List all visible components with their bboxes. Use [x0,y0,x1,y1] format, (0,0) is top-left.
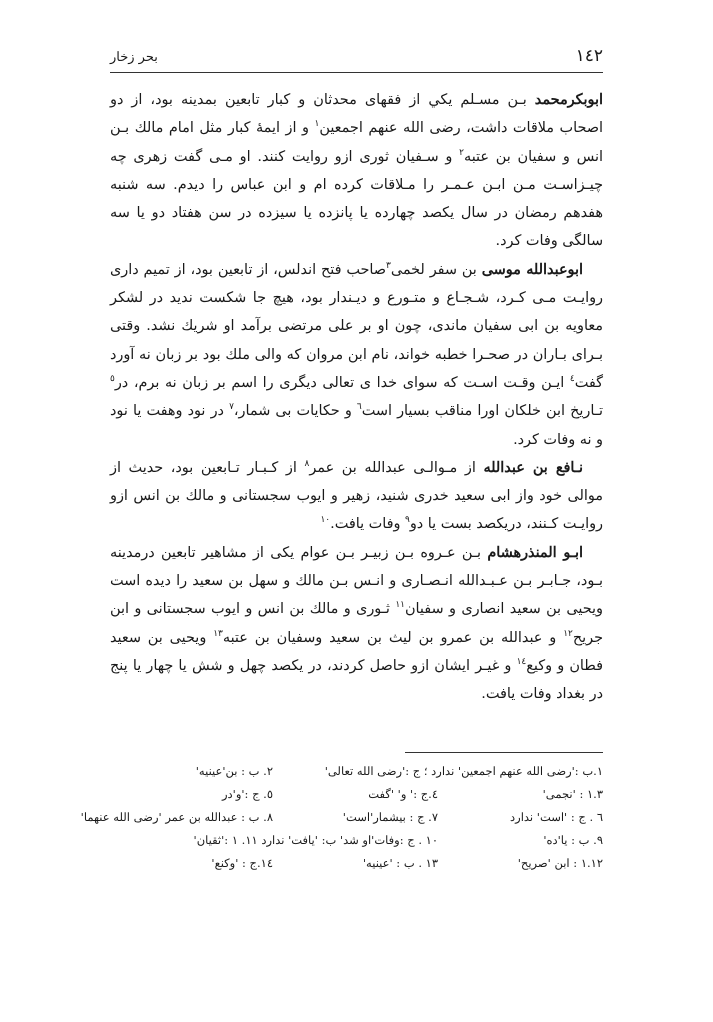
footnote-row [110,783,603,806]
footnote: ٢. ب : بن'عينيه' [195,764,273,778]
paragraph-text: بـن عـروه بـن زبيـر بـن عوام يكی از مشاهير تابعين درمدينه بـود، جـابـر بـن عـبـدالله انـصـاری و انـس بـن مالك و سهل بن سعيد را ديده است ويحيی بن سعيد انصاری و سفيان [110,544,603,618]
footnote-marker: ٩ [405,515,410,526]
paragraph-text: ثـوری و مالك بن انس و ايوب سجستانی و ابن جريح [110,601,603,646]
footnote-marker: ٥ [110,374,115,385]
entry-name: نـافع بن عبدالله [483,458,583,476]
footnote: ٤.ج :' و' 'گفت [368,787,438,801]
footnote: ١.ب :'رضی الله عنهم اجمعين' ندارد ؛ ج :'رضی الله تعالی' [324,764,603,778]
running-title: بحر زخار [110,50,158,65]
paragraph-text: صاحب فتح اندلس، از تابعين بود، از تميم داری روايـت مـی كـرد، شـجـاع و متـورع و ديـندار بود، هيچ جا شكست نديد در لشكر معاويه بن ابی سفيان ماندی، چون او بر علی مرتضی برآمد او شريك نشد. وقتی بـرای بـاران در صحـرا خطبه خواند، نام ابن مروان كه والی ملك بود بر زبان نه آورد گفت [110,261,603,391]
page-header [110,46,603,73]
paragraph-text: از مـوالـی عبدالله بن عمر [309,459,484,476]
footnote [273,760,438,783]
paragraph [110,256,603,454]
footnote: ٩. ب : يا'ده' [543,833,603,847]
footnote-marker: ٣ [385,260,391,271]
footnote-separator [405,752,603,753]
paragraph [110,539,603,709]
footnote: ٧. ج : بيشمار'است' [342,810,438,824]
footnote: ١.٣ : 'نجمی' [542,787,603,801]
paragraph-text: ويحيی بن سعيد فطان و وكيع [110,629,603,674]
paragraph-text: بـن مسـلم يكي از فقهای محدثان و كبار تابعين بمدينه بود، از دو اصحاب ملاقات داشت، رضی الله عنهم اجمعين [110,92,603,137]
paragraph-text: و سـفيان ثوری ازو روايت كنند. او مـی گفت زهری چه چيـزاسـت مـن ابـن عـمـر را مـلاقات كرده ام و ابن عباس را ديدم. سه شنبه هفدهم رمضان در سال يكصد چهارده يا پانزده يا سيزده در سن هفتاد دو يا سه سالگی وفات كرد. [110,148,603,250]
footnote-marker: ١٣ [213,628,223,639]
footnote-row [110,760,603,783]
footnote-marker: ٦ [356,402,362,413]
entry-name: ابوعبدالله موسی [481,260,583,278]
footnote-marker: ٤ [569,374,575,385]
footnote: ١٠ . ج :وفات'او شد' ب: 'يافت' ندارد ١١. ١ :'ثقيان' [193,833,438,847]
footnote-marker: ٧ [229,402,234,413]
footnote-row [110,852,603,875]
footnote-marker: ١١ [395,600,405,611]
paragraph [110,454,603,539]
paragraph-text: تـاريخ ابن خلكان اورا مناقب بسيار است [361,403,603,420]
footnote-marker: ١ [314,119,320,130]
footnote-marker: ٨ [304,459,310,470]
footnote: ١٣ . ب : 'عينيه' [362,856,438,870]
entry-name: ابوبکرمحمد [534,91,603,108]
body-text [110,86,603,709]
footnote-grid [80,760,603,875]
paragraph-text: بن سفر لخمی [390,261,482,278]
footnote-marker: ١٠ [320,515,331,526]
footnote [110,829,273,852]
paragraph [110,86,603,256]
paragraph-text: در نود وهفت يا نود و نه وفات كرد. [110,403,603,448]
paragraph-text: از كـبـار تـابعين بود، حديث از موالی خود واز ابی سعيد خدری شنيد، زهير و ايوب سجستانی و مالك بن انس ازو روايـت كـنند، دريكصد بست يا دو [110,459,603,533]
paragraph-text: ايـن وقـت اسـت كه سوای خدا ی تعالی ديگری را اسم بر زبان نه برم، در [114,374,570,391]
paragraph-text: و غيـر ايشان ازو حاصل كردند، در يكصد چهل و شش يا چهار يا پنج در بغداد وفات يافت. [110,657,603,703]
footnote-marker: ١٢ [563,628,573,639]
entry-name: ابـو المنذرهشام [487,543,583,561]
paragraph-text: وفات يافت. [330,516,406,533]
page-number: ١٤٢ [575,46,603,66]
footnote-marker: ١٤ [516,657,527,668]
paragraph-text: و عبدالله بن عمرو بن ليث بن سعيد وسفيان بن عتبه [222,629,564,646]
footnote-row [80,806,603,829]
footnote: ١.١٢ : ابن 'صريح' [517,856,603,870]
footnote: ١٤.ج : 'وكنع' [211,856,273,870]
paragraph-text: و حكايات بی شمار، [233,403,357,420]
footnote-row [110,829,603,852]
paragraph-text: و از ايمهٔ كبار مثل امام مالك بـن انس و سفيان بن عتبه [110,120,603,165]
footnote-marker: ٢ [459,147,464,158]
footnote: ٦ . ج : 'است' ندارد [510,810,603,824]
footnote: ٨. ب : عبدالله بن عمر 'رضی الله عنهما' [80,810,273,824]
footnote: ٥. ج :'و'در [221,787,273,801]
